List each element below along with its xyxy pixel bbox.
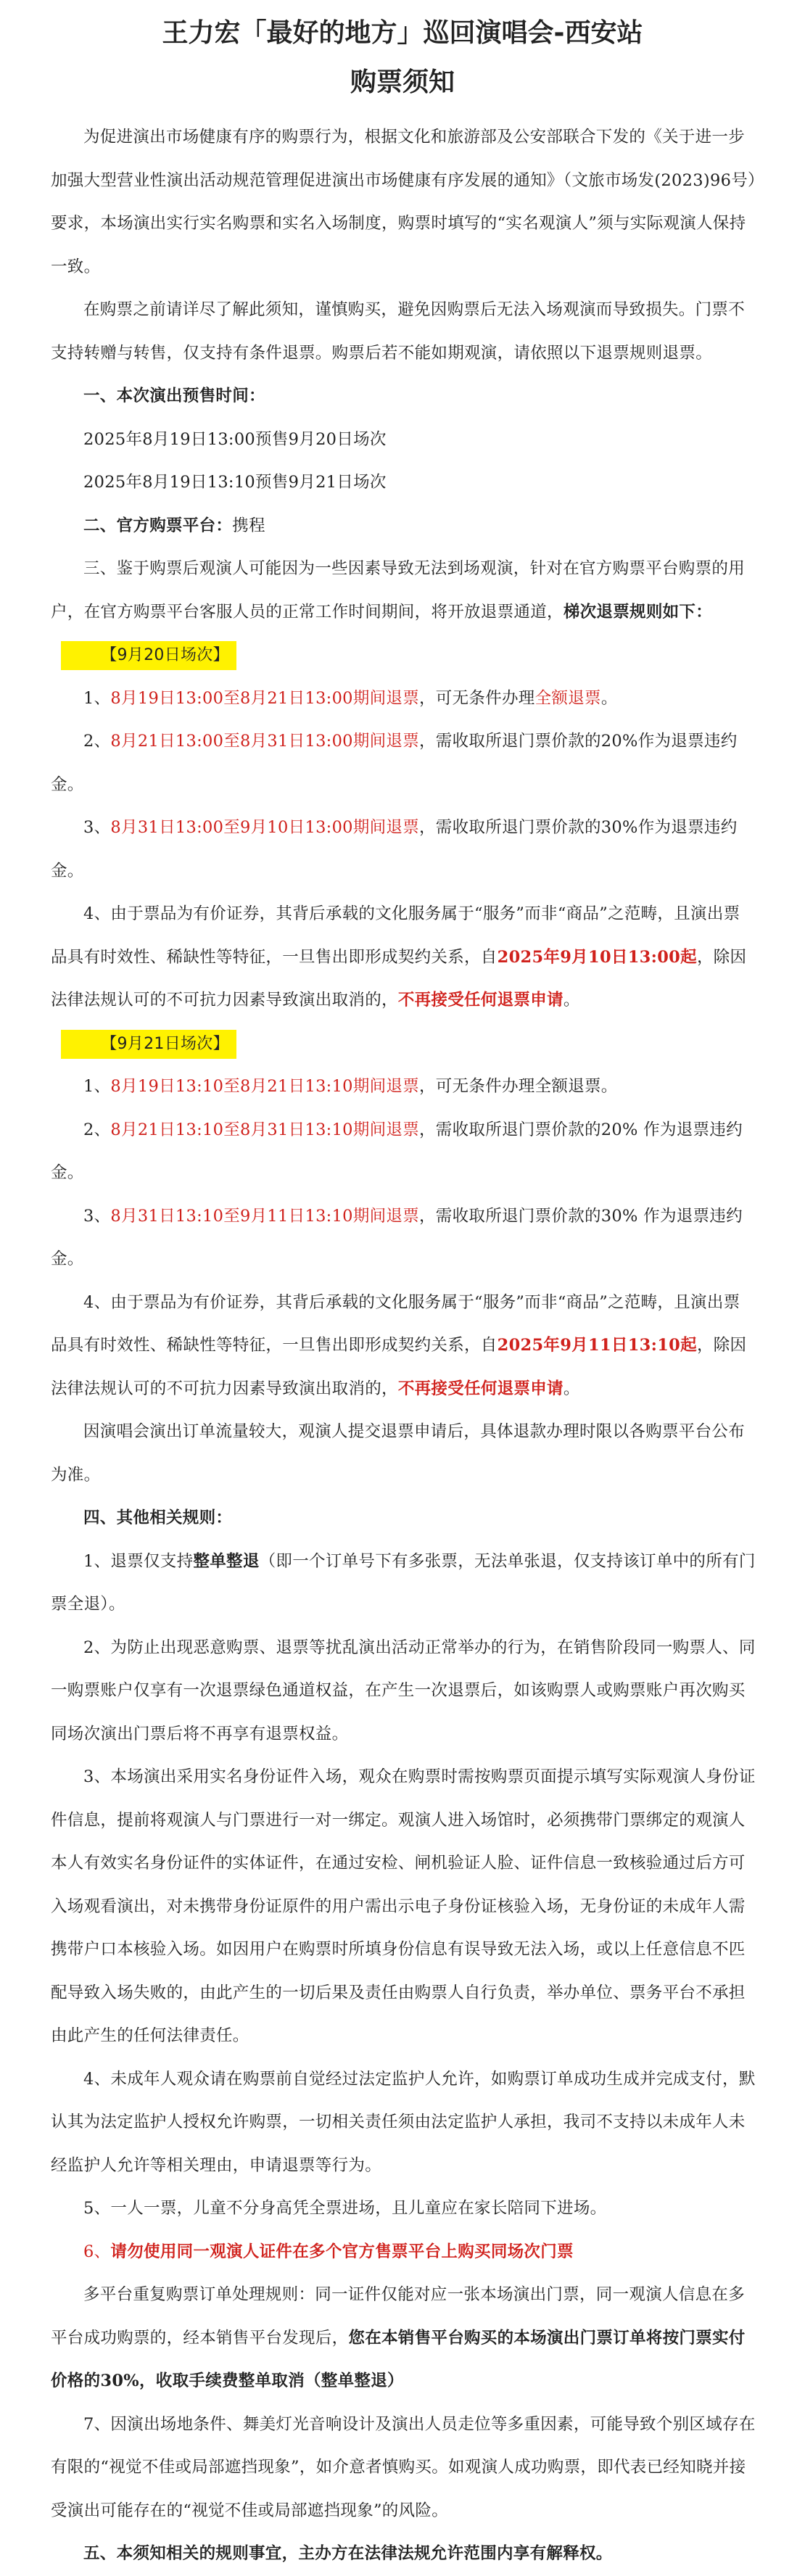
show2-rule-4 <box>51 1281 756 1411</box>
rule-text: ，可无条件办理 <box>419 688 535 708</box>
rule-number: 2、 <box>83 1120 111 1139</box>
rule-text: （即一个订单号下有多张票，无法单张退，仅支持该订单中的所有门票全退）。 <box>51 1551 756 1614</box>
rule-text: ，需收取所退门票价款的30% 作为退票违约金。 <box>51 1206 743 1268</box>
intro-paragraph-2: 在购票之前请详尽了解此须知，谨慎购买，避免因购票后无法入场观演而导致损失。门票不支持转赠与转售，仅支持有条件退票。购票后若不能如期观演，请依照以下退票规则退票。 <box>51 300 746 363</box>
concert-title: 王力宏「最好的地方」巡回演唱会-西安站 <box>162 18 643 48</box>
rule-number: 1、 <box>83 1077 111 1096</box>
show2-rule-3 <box>51 1195 756 1281</box>
other-rule-2: 2、为防止出现恶意购票、退票等扰乱演出活动正常举办的行为，在销售阶段同一购票人、同一购票账户仅享有一次退票绿色通道权益，在产生一次退票后，如该购票人或购票账户再次购买同场次演出门票后将不再享有退票权益。 <box>51 1638 756 1743</box>
refund-rules-label: 梯次退票规则如下： <box>563 602 713 622</box>
rule-text: ，除因法律法规认可的不可抗力因素导致演出取消的， <box>51 947 747 1010</box>
other-rule-3: 3、本场演出采用实名身份证件入场，观众在购票时需按购票页面提示填写实际观演人身份证件信息，提前将观演人与门票进行一对一绑定。观演人进入场馆时，必须携带门票绑定的观演人本人有效实名身份证件的实体证件，在通过安检、闸机验证人脸、证件信息一致核验通过后方可入场观看演出，对未携带身份证原件的用户需出示电子身份证核验入场，无身份证的未成年人需携带户口本核验入场。如因用户在购票时所填身份信息有误导致无法入场，或以上任意信息不匹配导致入场失败的，由此产生的一切后果及责任由购票人自行负责，举办单位、票务平台不承担由此产生的任何法律责任。 <box>51 1767 756 2045</box>
other-rule-6 <box>51 2231 756 2274</box>
presale-line-1: 2025年8月19日13:00预售9月20日场次 <box>83 429 387 449</box>
refund-period: 8月31日13:10至9月11日13:10期间退票 <box>110 1206 419 1226</box>
show1-rule-3 <box>51 806 756 893</box>
full-refund-text: 全额退票 <box>534 688 601 708</box>
show2-tag-line <box>51 1023 756 1066</box>
refund-period: 8月21日13:00至8月31日13:00期间退票 <box>110 732 419 751</box>
presale-line-2: 2025年8月19日13:10预售9月21日场次 <box>83 473 387 492</box>
rule-text: 多平台重复购票订单处理规则：同一证件仅能对应一张本场演出门票，同一观演人信息在多平台成功购票的，经本销售平台发现后， <box>51 2285 746 2348</box>
section-4-heading: 四、其他相关规则： <box>83 1508 233 1527</box>
show1-rule-2 <box>51 720 756 806</box>
rule-text: 4、由于票品为有价证券，其背后承载的文化服务属于“服务”而非“商品”之范畴，且演出票品具有时效性、稀缺性等特征，一旦售出即形成契约关系，自 <box>51 1292 740 1355</box>
section-2-heading: 二、官方购票平台： <box>83 516 233 535</box>
section-3-intro <box>51 548 756 634</box>
rule-text: 4、由于票品为有价证券，其背后承载的文化服务属于“服务”而非“商品”之范畴，且演出票品具有时效性、稀缺性等特征，一旦售出即形成契约关系，自 <box>51 904 740 967</box>
show2-rule-2 <box>51 1109 756 1195</box>
rule-number: 2、 <box>83 732 111 751</box>
rule-text: ，需收取所退门票价款的20%作为退票违约金。 <box>51 732 738 794</box>
refund-period: 8月19日13:00至8月21日13:00期间退票 <box>110 688 419 708</box>
show1-tag: 【9月20日场次】 <box>61 641 236 670</box>
rule-number: 6、 <box>83 2242 111 2261</box>
rule-text: 1、退票仅支持 <box>83 1551 194 1571</box>
show2-rule-1 <box>51 1065 756 1109</box>
rule-number: 1、 <box>83 688 111 708</box>
no-refund-text: 不再接受任何退票申请 <box>397 991 564 1010</box>
section-1-heading: 一、本次演出预售时间： <box>83 387 265 405</box>
rule-text: ，需收取所退门票价款的30%作为退票违约金。 <box>51 818 738 880</box>
other-rule-1 <box>51 1540 756 1627</box>
rule-end: 。 <box>600 688 618 708</box>
notice-title: 购票须知 <box>350 67 455 97</box>
rule-text: ，需收取所退门票价款的20% 作为退票违约金。 <box>51 1120 743 1182</box>
no-refund-text: 不再接受任何退票申请 <box>397 1379 564 1398</box>
rule-end: 。 <box>563 991 580 1010</box>
show1-rule-1 <box>51 677 756 721</box>
show1-tag-line <box>51 634 756 677</box>
intro-paragraph-1: 为促进演出市场健康有序的购票行为，根据文化和旅游部及公安部联合下发的《关于进一步加强大型营业性演出活动规范管理促进演出市场健康有序发展的通知》（文旅市场发(2023)96号）要求，本场演出实行实名购票和实名入场制度，购票时填写的“实名观演人”须与实际观演人保持一致。 <box>51 128 756 276</box>
platform-name: 携程 <box>232 516 265 535</box>
duplicate-order-penalty: 您在本销售平台购买的本场演出门票订单将按门票实付价格的30%，收取手续费整单取消（整单整退） <box>51 2328 746 2390</box>
show1-rule-4 <box>51 893 756 1023</box>
rule-text: ，除因法律法规认可的不可抗力因素导致演出取消的， <box>51 1336 747 1398</box>
refund-intro-text: 三、鉴于购票后观演人可能因为一些因素导致无法到场观演，针对在官方购票平台购票的用户，在官方购票平台客服人员的正常工作时间期间，将开放退票通道， <box>51 559 746 622</box>
other-rule-7: 7、因演出场地条件、舞美灯光音响设计及演出人员走位等多重因素，可能导致个别区域存在有限的“视觉不佳或局部遮挡现象”，如介意者慎购买。如观演人成功购票，即代表已经知晓并接受演出可能存在的“视觉不佳或局部遮挡现象”的风险。 <box>51 2414 756 2520</box>
rule-text: ，可无条件办理全额退票。 <box>419 1077 618 1096</box>
refund-period: 8月19日13:10至8月21日13:10期间退票 <box>110 1077 419 1096</box>
rule-number: 3、 <box>83 1206 111 1226</box>
duplicate-purchase-warning: 请勿使用同一观演人证件在多个官方售票平台上购买同场次门票 <box>110 2242 574 2261</box>
whole-order-refund: 整单整退 <box>193 1551 260 1571</box>
no-refund-date: 2025年9月10日13:00起 <box>497 947 697 967</box>
duplicate-order-rule <box>51 2274 756 2403</box>
rule-number: 3、 <box>83 818 111 837</box>
notice-content <box>51 116 756 2576</box>
show2-tag: 【9月21日场次】 <box>61 1030 236 1059</box>
refund-period: 8月31日13:00至9月10日13:00期间退票 <box>110 818 419 837</box>
refund-timing-note: 因演唱会演出订单流量较大，观演人提交退票申请后，具体退款办理时限以各购票平台公布为准。 <box>51 1422 746 1485</box>
rule-end: 。 <box>563 1379 580 1398</box>
no-refund-date: 2025年9月11日13:10起 <box>497 1336 697 1355</box>
section-2-line <box>51 505 756 548</box>
other-rule-5: 5、一人一票，儿童不分身高凭全票进场，且儿童应在家长陪同下进场。 <box>83 2199 607 2218</box>
other-rule-4: 4、未成年人观众请在购票前自觉经过法定监护人允许，如购票订单成功生成并完成支付，默认其为法定监护人授权允许购票，一切相关责任须由法定监护人承担，我司不支持以未成年人未经监护人允许等相关理由，申请退票等行为。 <box>51 2069 756 2175</box>
refund-period: 8月21日13:10至8月31日13:10期间退票 <box>110 1120 419 1139</box>
section-5-statement: 五、本须知相关的规则事宜，主办方在法律法规允许范围内享有解释权。 <box>83 2544 613 2563</box>
